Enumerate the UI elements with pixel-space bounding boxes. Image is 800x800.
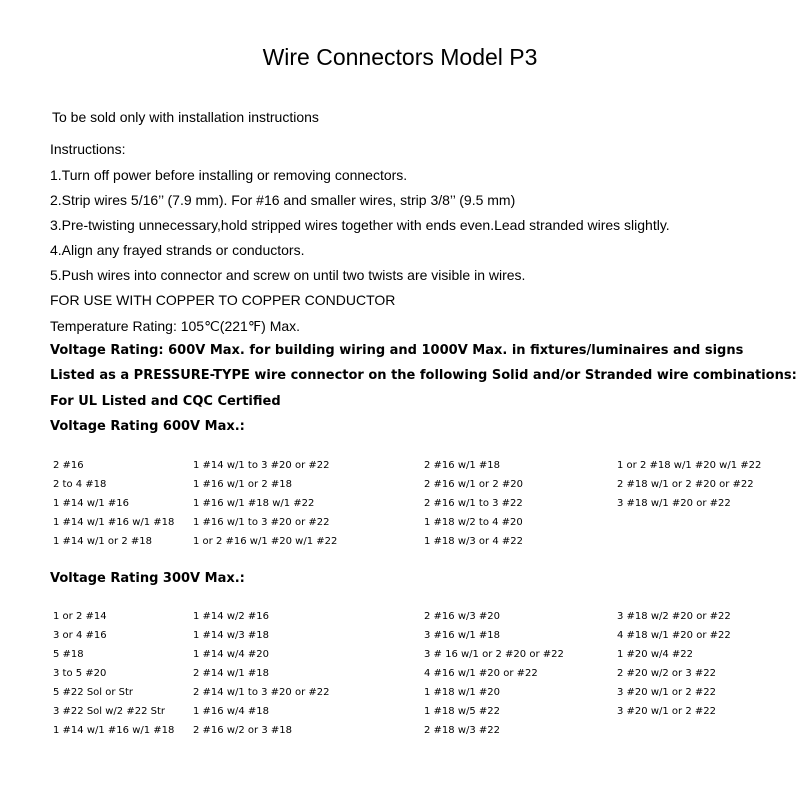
heading-600v: Voltage Rating 600V Max.: (50, 419, 245, 434)
combination-600v-cell: 3 #18 w/1 #20 or #22 (617, 498, 731, 509)
copper-conductor-note: FOR USE WITH COPPER TO COPPER CONDUCTOR (50, 292, 396, 308)
combination-300v-cell: 2 #14 w/1 #18 (193, 668, 270, 679)
temperature-rating: Temperature Rating: 105℃(221℉) Max. (50, 318, 301, 334)
combination-600v-cell: 1 or 2 #18 w/1 #20 w/1 #22 (617, 460, 762, 471)
combination-600v-cell: 2 to 4 #18 (53, 479, 107, 490)
combination-300v-cell: 1 #20 w/4 #22 (617, 649, 694, 660)
sold-only-note: To be sold only with installation instructions (52, 109, 319, 125)
combination-600v-cell: 2 #16 (53, 460, 84, 471)
combination-300v-cell: 3 #16 w/1 #18 (424, 630, 501, 641)
combination-300v-cell: 3 # 16 w/1 or 2 #20 or #22 (424, 649, 564, 660)
combination-300v-cell: 3 or 4 #16 (53, 630, 107, 641)
combination-300v-cell: 3 #18 w/2 #20 or #22 (617, 611, 731, 622)
combination-600v-cell: 1 or 2 #16 w/1 #20 w/1 #22 (193, 536, 338, 547)
combination-600v-cell: 1 #14 w/1 #16 w/1 #18 (53, 517, 175, 528)
combination-300v-cell: 2 #16 w/3 #20 (424, 611, 501, 622)
combination-600v-cell: 2 #16 w/1 to 3 #22 (424, 498, 523, 509)
combination-300v-cell: 3 #22 Sol w/2 #22 Str (53, 706, 165, 717)
combination-600v-cell: 1 #14 w/1 #16 (53, 498, 130, 509)
combination-300v-cell: 2 #18 w/3 #22 (424, 725, 501, 736)
combination-300v-cell: 3 #20 w/1 or 2 #22 (617, 687, 716, 698)
combination-300v-cell: 1 #18 w/5 #22 (424, 706, 501, 717)
combination-300v-cell: 2 #20 w/2 or 3 #22 (617, 668, 716, 679)
combination-300v-cell: 5 #18 (53, 649, 84, 660)
combination-300v-cell: 2 #14 w/1 to 3 #20 or #22 (193, 687, 330, 698)
combination-600v-cell: 1 #18 w/3 or 4 #22 (424, 536, 523, 547)
instruction-step-3: 3.Pre-twisting unnecessary,hold stripped wires together with ends even.Lead stranded wires slightly. (50, 217, 670, 233)
heading-300v: Voltage Rating 300V Max.: (50, 571, 245, 586)
combination-600v-cell: 1 #14 w/1 to 3 #20 or #22 (193, 460, 330, 471)
combination-300v-cell: 1 #14 w/2 #16 (193, 611, 270, 622)
combination-600v-cell: 1 #16 w/1 to 3 #20 or #22 (193, 517, 330, 528)
combination-300v-cell: 2 #16 w/2 or 3 #18 (193, 725, 292, 736)
combination-600v-cell: 1 #16 w/1 or 2 #18 (193, 479, 292, 490)
combination-300v-cell: 1 or 2 #14 (53, 611, 107, 622)
combination-600v-cell: 1 #16 w/1 #18 w/1 #22 (193, 498, 315, 509)
combination-300v-cell: 1 #14 w/3 #18 (193, 630, 270, 641)
instruction-step-5: 5.Push wires into connector and screw on until two twists are visible in wires. (50, 267, 526, 283)
combination-600v-cell: 2 #16 w/1 #18 (424, 460, 501, 471)
combination-300v-cell: 5 #22 Sol or Str (53, 687, 134, 698)
combination-300v-cell: 1 #16 w/4 #18 (193, 706, 270, 717)
combination-300v-cell: 3 #20 w/1 or 2 #22 (617, 706, 716, 717)
combination-600v-cell: 2 #16 w/1 or 2 #20 (424, 479, 523, 490)
combination-600v-cell: 1 #18 w/2 to 4 #20 (424, 517, 523, 528)
combination-600v-cell: 2 #18 w/1 or 2 #20 or #22 (617, 479, 754, 490)
combination-600v-cell: 1 #14 w/1 or 2 #18 (53, 536, 152, 547)
voltage-rating-note: Voltage Rating: 600V Max. for building wiring and 1000V Max. in fixtures/luminaires and signs (50, 343, 744, 358)
combination-300v-cell: 4 #18 w/1 #20 or #22 (617, 630, 731, 641)
instruction-step-4: 4.Align any frayed strands or conductors. (50, 242, 305, 258)
listed-note: Listed as a PRESSURE-TYPE wire connector on the following Solid and/or Stranded wire combinations: (50, 368, 797, 383)
instruction-step-1: 1.Turn off power before installing or removing connectors. (50, 167, 408, 183)
combination-300v-cell: 4 #16 w/1 #20 or #22 (424, 668, 538, 679)
combination-300v-cell: 1 #18 w/1 #20 (424, 687, 501, 698)
combination-300v-cell: 1 #14 w/1 #16 w/1 #18 (53, 725, 175, 736)
combination-300v-cell: 1 #14 w/4 #20 (193, 649, 270, 660)
certification-note: For UL Listed and CQC Certified (50, 394, 281, 409)
combination-300v-cell: 3 to 5 #20 (53, 668, 107, 679)
instruction-step-2: 2.Strip wires 5/16’’ (7.9 mm). For #16 and smaller wires, strip 3/8’’ (9.5 mm) (50, 192, 516, 208)
document-title: Wire Connectors Model P3 (262, 44, 538, 70)
instructions-heading: Instructions: (50, 141, 126, 157)
